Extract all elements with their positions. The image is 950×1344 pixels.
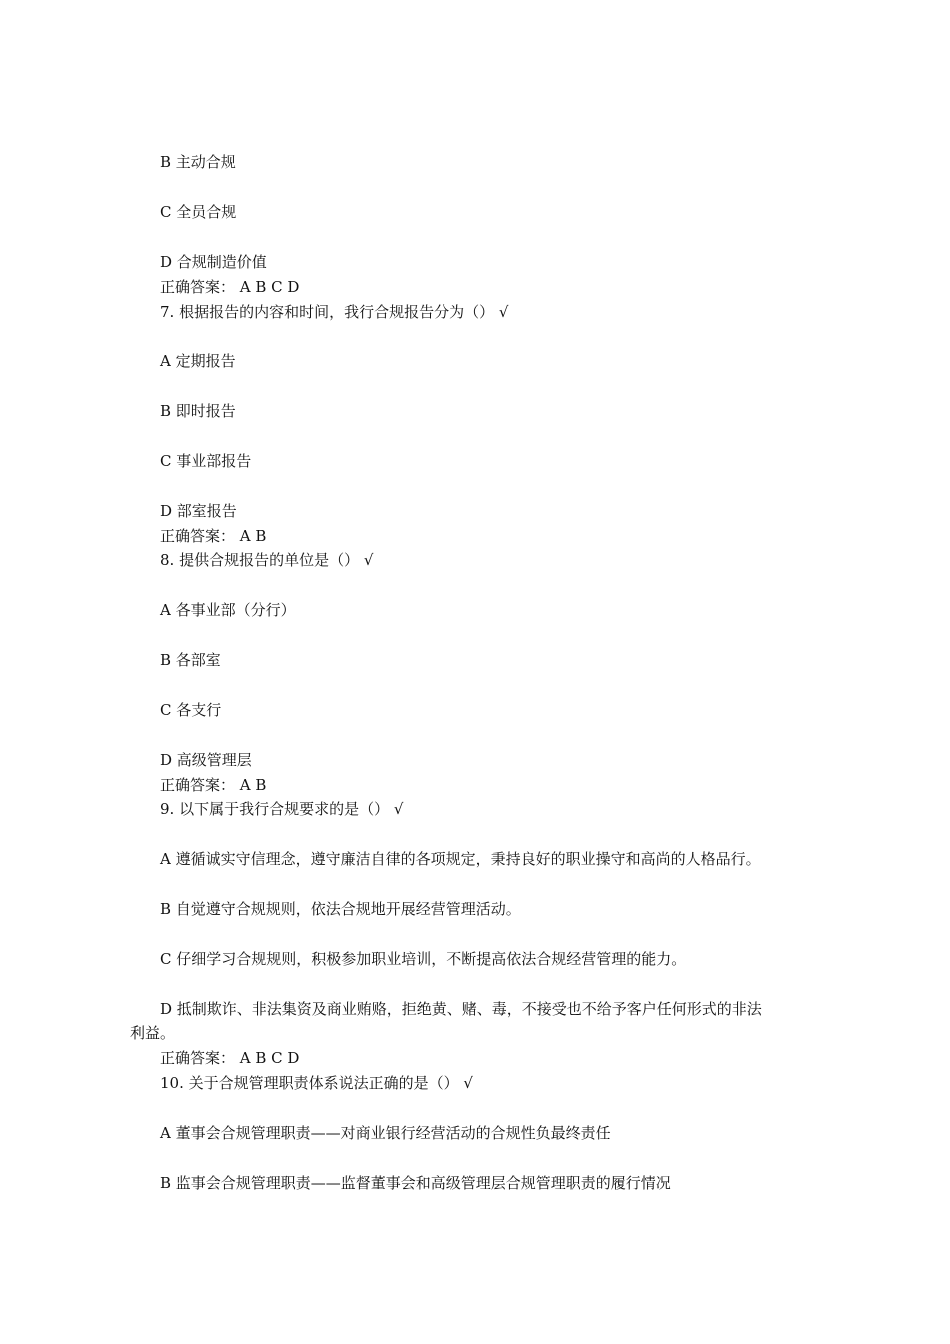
q10-option-b: B 监事会合规管理职责——监督董事会和高级管理层合规管理职责的履行情况 — [160, 1174, 671, 1192]
q8-option-d: D 高级管理层 — [160, 751, 252, 769]
q7-option-b: B 即时报告 — [160, 402, 236, 420]
q9-option-c: C 仔细学习合规规则，积极参加职业培训，不断提高依法合规经营管理的能力。 — [160, 950, 687, 968]
q9-option-d-continuation: 利益。 — [130, 1024, 176, 1042]
q9-option-b: B 自觉遵守合规规则，依法合规地开展经营管理活动。 — [160, 900, 521, 918]
q8-answer: 正确答案： A B — [160, 776, 267, 794]
q8-question: 8. 提供合规报告的单位是（） √ — [160, 551, 374, 569]
q6-option-c: C 全员合规 — [160, 203, 237, 221]
q6-option-d: D 合规制造价值 — [160, 253, 267, 271]
q9-option-d: D 抵制欺诈、非法集资及商业贿赂，拒绝黄、赌、毒，不接受也不给予客户任何形式的非法 — [160, 1000, 762, 1018]
q8-option-b: B 各部室 — [160, 651, 221, 669]
q7-option-d: D 部室报告 — [160, 502, 237, 520]
q6-option-b: B 主动合规 — [160, 153, 236, 171]
q9-option-a: A 遵循诚实守信理念，遵守廉洁自律的各项规定，秉持良好的职业操守和高尚的人格品行。 — [160, 850, 761, 868]
q9-answer: 正确答案： A B C D — [160, 1049, 300, 1067]
q10-question: 10. 关于合规管理职责体系说法正确的是（） √ — [160, 1074, 473, 1092]
q8-option-c: C 各支行 — [160, 701, 222, 719]
q7-option-c: C 事业部报告 — [160, 452, 252, 470]
q7-option-a: A 定期报告 — [160, 352, 236, 370]
q6-answer: 正确答案： A B C D — [160, 278, 300, 296]
q7-answer: 正确答案： A B — [160, 527, 267, 545]
q7-question: 7. 根据报告的内容和时间，我行合规报告分为（） √ — [160, 303, 509, 321]
q9-question: 9. 以下属于我行合规要求的是（） √ — [160, 800, 404, 818]
q8-option-a: A 各事业部（分行） — [160, 601, 296, 619]
q10-option-a: A 董事会合规管理职责——对商业银行经营活动的合规性负最终责任 — [160, 1124, 611, 1142]
